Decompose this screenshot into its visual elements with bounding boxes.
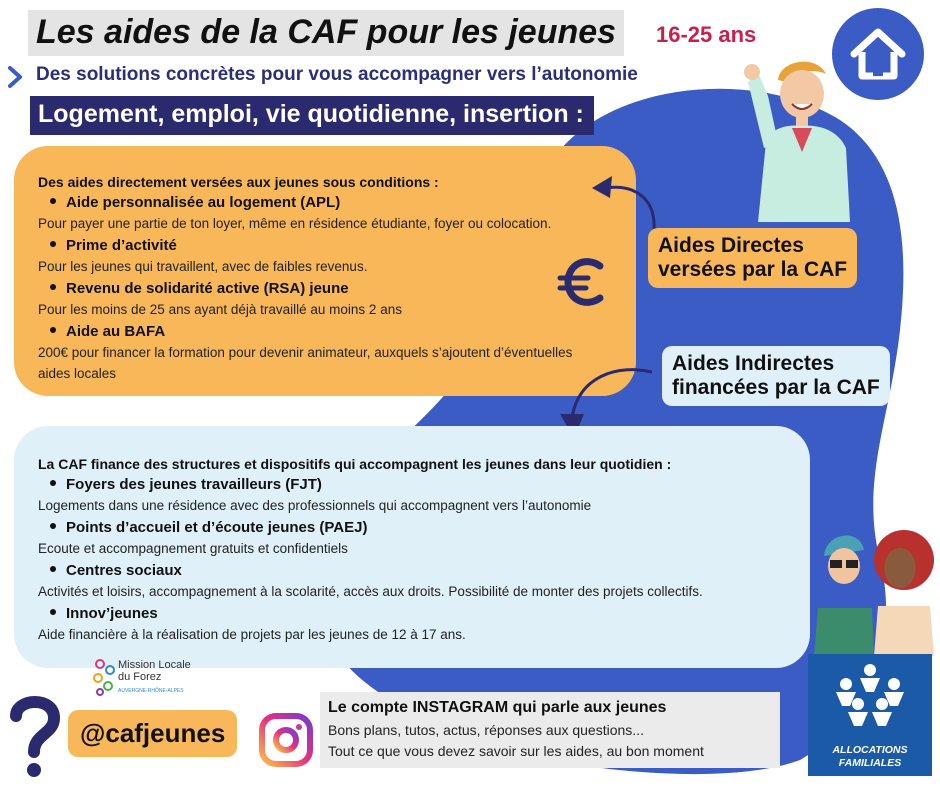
ml-logo-line: AUVERGNE-RHÔNE-ALPES: [118, 688, 184, 694]
mission-locale-logo: [92, 656, 192, 698]
list-item: [38, 475, 790, 495]
section-title: Logement, emploi, vie quotidienne, insertion :: [38, 100, 584, 128]
direct-aids-card: [14, 146, 636, 396]
aid-name: Revenu de solidarité active (RSA) jeune: [66, 280, 349, 297]
indirect-aids-card: [14, 426, 810, 671]
instagram-handle[interactable]: [68, 710, 237, 757]
aid-description: Pour payer une partie de ton loyer, même en résidence étudiante, foyer ou colocation.: [38, 216, 552, 231]
curved-arrow-icon: [584, 158, 664, 238]
list-item: [38, 322, 616, 342]
instagram-icon[interactable]: [258, 712, 314, 768]
caf-logo-line: ALLOCATIONS: [832, 744, 908, 756]
label-line: versées par la CAF: [658, 258, 848, 281]
direct-aids-label: [648, 228, 857, 288]
bullet: [50, 327, 56, 333]
label-line: Aides Directes: [658, 234, 804, 257]
bullet: [50, 480, 56, 486]
euro-icon: [556, 254, 612, 310]
list-item: [38, 561, 790, 581]
list-item: [38, 279, 616, 299]
page-title: Les aides de la CAF pour les jeunes: [36, 13, 617, 51]
list-item: [38, 518, 790, 538]
subtitle: Des solutions concrètes pour vous accompagner vers l’autonomie: [36, 64, 638, 85]
aid-description: Activités et loisirs, accompagnement à la scolarité, accès aux droits. Possibilité de monter des projets collectifs.: [38, 584, 703, 599]
caf-logo: [808, 654, 932, 776]
question-mark-icon: [6, 694, 62, 780]
indirect-aids-lead: La CAF finance des structures et dispositifs qui accompagnent les jeunes dans leur quotidien :: [38, 456, 672, 472]
list-item: [38, 193, 616, 213]
label-line: Aides Indirectes: [672, 352, 835, 375]
handle-text: @cafjeunes: [80, 718, 226, 748]
mission-locale-mark-icon: [92, 658, 118, 696]
aid-description: Pour les jeunes qui travaillent, avec de faibles revenus.: [38, 259, 368, 274]
aid-description: Aide financière à la réalisation de projets par les jeunes de 12 à 17 ans.: [38, 627, 466, 642]
instagram-title: Le compte INSTAGRAM qui parle aux jeunes: [328, 699, 667, 716]
aid-name: Aide au BAFA: [66, 323, 166, 340]
aid-name: Points d’accueil et d’écoute jeunes (PAEJ): [66, 519, 368, 536]
age-range: 16-25 ans: [656, 22, 757, 47]
list-item: [38, 604, 790, 624]
subtitle-banner: [26, 62, 648, 88]
bullet: [50, 198, 56, 204]
aid-description: 200€ pour financer la formation pour devenir animateur, auxquels s’ajoutent d’éventuelles aides locales: [38, 345, 573, 381]
direct-aids-lead: Des aides directement versées aux jeunes sous conditions :: [38, 174, 439, 190]
instagram-line: Bons plans, tutos, actus, réponses aux questions...: [328, 722, 644, 738]
aid-name: Prime d’activité: [66, 237, 177, 254]
aid-name: Foyers des jeunes travailleurs (FJT): [66, 476, 322, 493]
bullet: [50, 609, 56, 615]
bullet: [50, 284, 56, 290]
aid-description: Logements dans une résidence avec des professionnels qui accompagnent vers l’autonomie: [38, 498, 592, 513]
ml-logo-line: du Forez: [118, 671, 162, 683]
ml-logo-line: Mission Locale: [118, 659, 191, 671]
bullet: [50, 566, 56, 572]
bullet: [50, 523, 56, 529]
bullet: [50, 241, 56, 247]
aid-description: Pour les moins de 25 ans ayant déjà travaillé au moins 2 ans: [38, 302, 402, 317]
instagram-info-box: [320, 692, 780, 768]
aid-name: Aide personnalisée au logement (APL): [66, 194, 341, 211]
aid-name: Centres sociaux: [66, 562, 182, 579]
chevron-right-icon: [8, 66, 22, 88]
label-line: financées par la CAF: [672, 376, 880, 399]
aid-description: Ecoute et accompagnement gratuits et confidentiels: [38, 541, 348, 556]
young-women-illustration: [808, 516, 938, 656]
instagram-line: Tout ce que vous devez savoir sur les aides, au bon moment: [328, 743, 704, 759]
caf-logo-line: FAMILIALES: [838, 757, 902, 769]
caf-figures-icon: [822, 662, 918, 734]
title-banner: [28, 10, 624, 56]
list-item: [38, 236, 616, 256]
section-banner: [30, 96, 594, 135]
young-man-illustration: [738, 52, 868, 222]
aid-name: Innov’jeunes: [66, 605, 158, 622]
indirect-aids-label: [662, 346, 890, 406]
